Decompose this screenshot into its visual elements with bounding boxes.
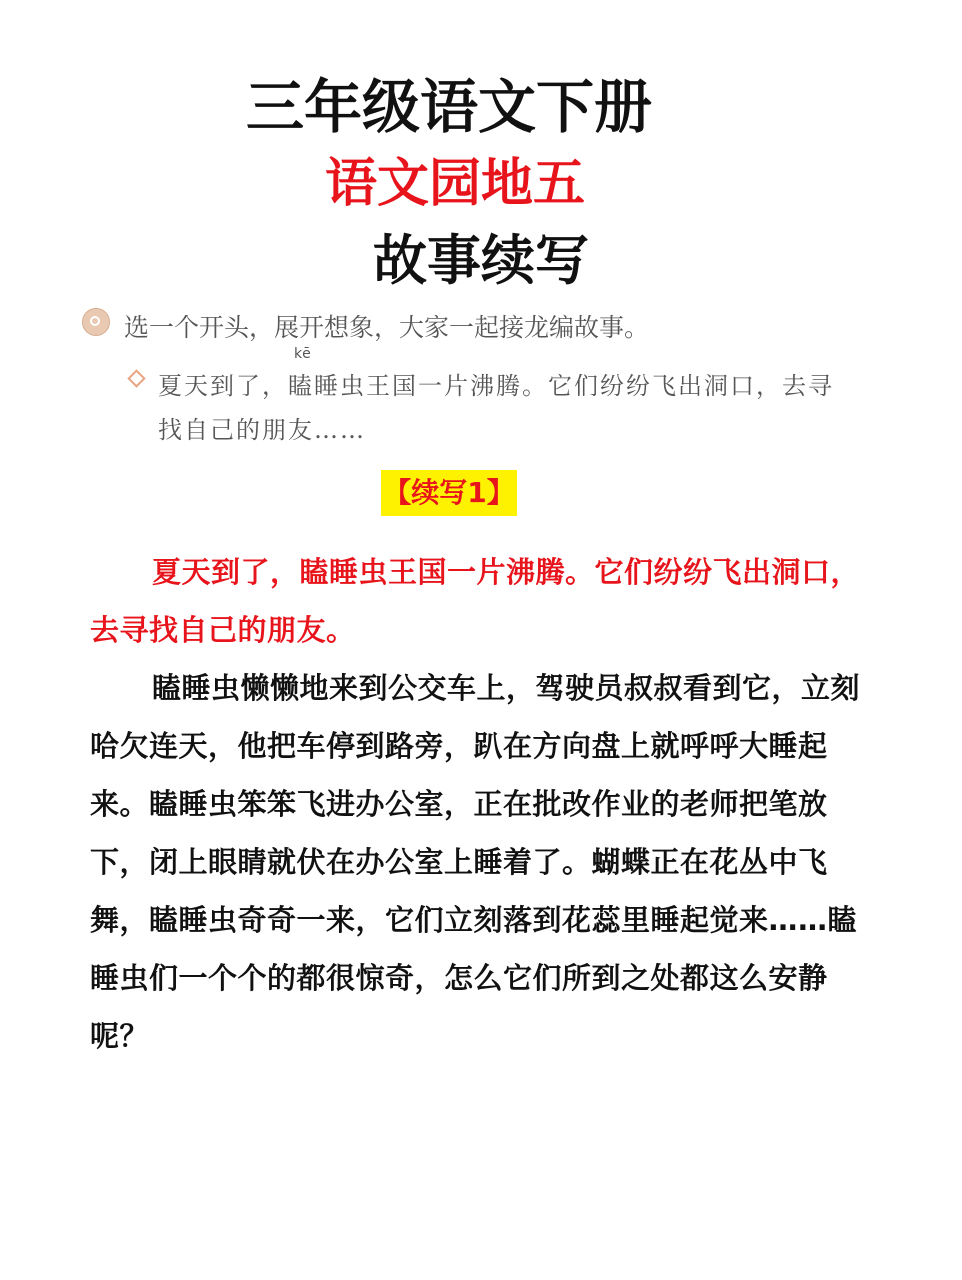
story-body: 瞌睡虫懒懒地来到公交车上，驾驶员叔叔看到它，立刻哈欠连天，他把车停到路旁，趴在方向盘上就呼呼大睡起来。瞌睡虫笨笨飞进办公室，正在批改作业的老师把笔放下，闭上眼睛就伏在办公室上睡着了。蝴蝶正在花丛中飞舞，瞌睡虫奇奇一来，它们立刻落到花蕊里睡起觉来……瞌睡虫们一个个的都很惊奇，怎么它们所到之处都这么安静呢？ [90,671,861,1053]
pinyin-annotation: kē [294,346,311,362]
textbook-option-text: 夏天到了，瞌睡虫王国一片沸腾。它们纷纷飞出洞口，去寻找自己的朋友…… [158,372,834,444]
textbook-excerpt [72,296,872,446]
page-title: 三年级语文下册 [245,73,652,141]
topic-title: 故事续写 [373,229,589,292]
story-opening: 夏天到了，瞌睡虫王国一片沸腾。它们纷纷飞出洞口，去寻找自己的朋友。 [90,555,861,647]
section-tag: 【续写1】 [381,470,517,516]
diamond-bullet-icon [127,369,145,387]
badge-icon [82,308,110,336]
textbook-instruction: 选一个开头，展开想象，大家一起接龙编故事。 [124,313,650,342]
unit-title: 语文园地五 [324,154,585,214]
